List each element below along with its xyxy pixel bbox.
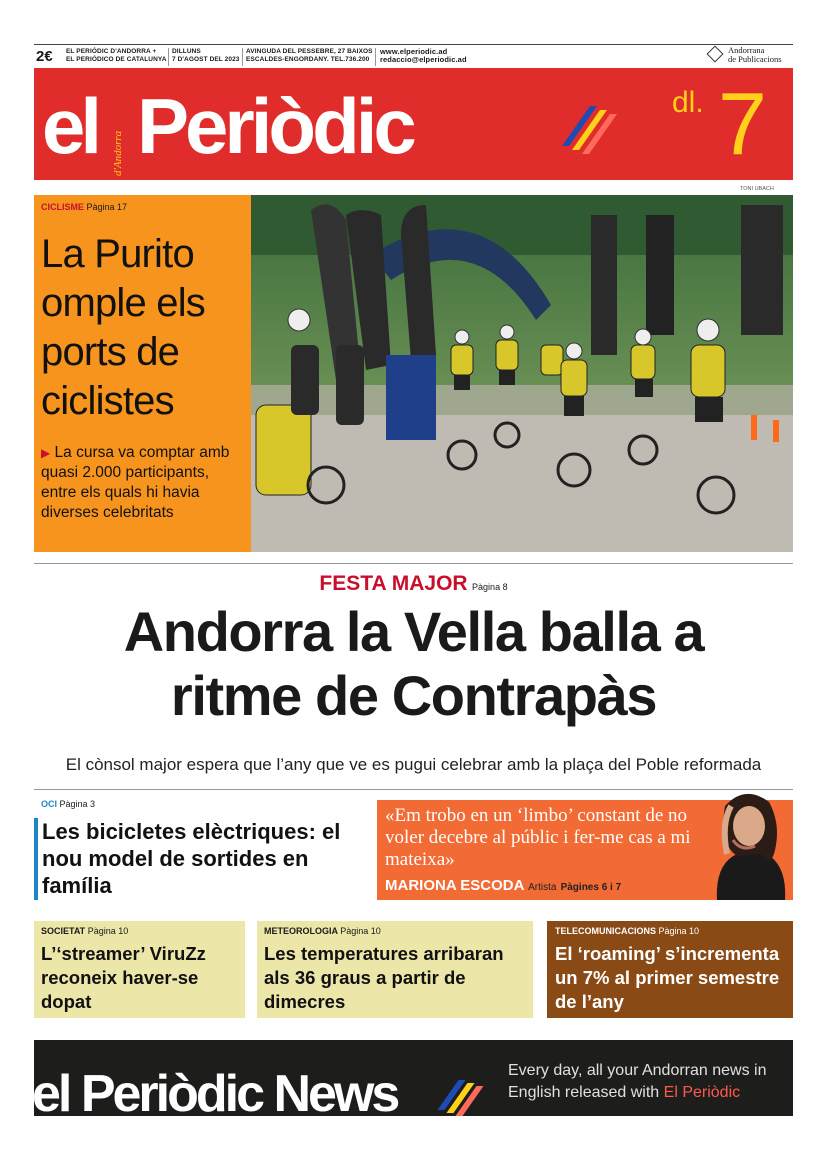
- telecomunicacions-page: Pàgina 10: [658, 926, 700, 936]
- oci-page: Pàgina 3: [59, 799, 96, 809]
- meteorologia-headline: Les temperatures arribaran als 36 graus a partir de dimecres: [264, 943, 504, 1012]
- societat-kicker: [41, 926, 128, 936]
- website-link[interactable]: www.elperiodic.ad: [380, 47, 448, 56]
- oci-kicker: [41, 799, 95, 809]
- edition-line-1: EL PERIÓDIC D'ANDORRA +: [66, 48, 157, 55]
- lead-section: CICLISME: [41, 202, 85, 212]
- cover-price: 2€: [36, 48, 53, 65]
- lead-photo-cyclists[interactable]: [251, 195, 793, 552]
- section-rule: [34, 789, 793, 790]
- quote-role: Artista: [528, 882, 557, 893]
- telecomunicacions-headline: El ‘roaming’ s’incrementa un 7% al primer semestre de l’any: [555, 943, 780, 1012]
- meteorologia-section: METEOROLOGIA: [264, 926, 338, 936]
- cyclists-illustration: [251, 195, 793, 552]
- photo-credit: TONI UBACH: [740, 186, 774, 192]
- logo-subtitle: d'Andorra: [112, 130, 124, 176]
- full-date: 7 D'AGOST DEL 2023: [172, 56, 240, 63]
- logo-el: el: [42, 82, 98, 170]
- news-flag-icon: [438, 1080, 488, 1120]
- societat-headline: L’‘streamer’ ViruZz reconeix haver-se dopat: [41, 943, 206, 1012]
- quote-attribution: [385, 877, 621, 894]
- quote-author: MARIONA ESCODA: [385, 877, 524, 894]
- portrait-illustration: [697, 784, 793, 900]
- main-headline-text: Andorra la Vella balla a ritme de Contrapàs: [123, 600, 704, 727]
- day-abbreviation: dl.: [672, 86, 704, 119]
- quote-pages: Pàgines 6 i 7: [560, 882, 622, 893]
- lead-headline[interactable]: La Purito omple els ports de ciclistes: [41, 232, 205, 423]
- festa-kicker: [0, 572, 827, 596]
- portrait-photo: [697, 784, 793, 900]
- quote-text: «Em trobo en un ‘limbo’ constant de no voler decebre al públic i fer-me cas a mi mateixa»: [385, 805, 691, 870]
- main-subheadline: El cònsol major espera que l’any que ve es pugui celebrar amb la plaça del Poble reformada: [65, 755, 762, 774]
- oci-section: OCI: [41, 799, 58, 809]
- publisher-line-1: Andorrana: [728, 45, 765, 55]
- divider: [242, 48, 243, 66]
- news-tagline: [508, 1060, 793, 1104]
- societat-section: SOCIETAT: [41, 926, 86, 936]
- edition-line-2: EL PERIÓDICO DE CATALUNYA: [66, 56, 167, 63]
- main-headline[interactable]: [0, 600, 827, 728]
- festa-section: FESTA MAJOR: [319, 572, 468, 595]
- web-info: [380, 48, 467, 64]
- weekday: DILLUNS: [172, 48, 201, 55]
- oci-accent-bar: [34, 818, 38, 900]
- telecomunicacions-kicker: [555, 926, 699, 936]
- lead-subtitle-text: La cursa va comptar amb quasi 2.000 participants, entre els quals hi havia diverses celebritats: [41, 444, 230, 521]
- news-logo: el Periòdic News: [32, 1065, 398, 1123]
- email-link[interactable]: redaccio@elperiodic.ad: [380, 55, 467, 64]
- publisher-name: [728, 46, 782, 64]
- lead-page: Pàgina 17: [86, 202, 128, 212]
- divider: [375, 48, 376, 66]
- address-info: [246, 48, 373, 64]
- address-line-1: AVINGUDA DEL PESSEBRE, 27 BAIXOS: [246, 48, 373, 55]
- bullet-triangle-icon: ▶: [41, 446, 51, 460]
- telecomunicacions-section: TELECOMUNICACIONS: [555, 926, 656, 936]
- lead-kicker: [41, 202, 127, 212]
- publisher-line-2: de Publicacions: [728, 54, 782, 64]
- oci-headline[interactable]: Les bicicletes elèctriques: el nou model de sortides en família: [42, 819, 341, 898]
- edition-info: [66, 48, 167, 64]
- date-info: [172, 48, 240, 64]
- societat-page: Pàgina 10: [87, 926, 129, 936]
- divider: [168, 48, 169, 66]
- day-number: 7: [718, 74, 767, 173]
- news-tagline-text: Every day, all your Andorran news in English released with: [508, 1062, 767, 1101]
- meteorologia-page: Pàgina 10: [340, 926, 381, 936]
- lead-subheadline: [41, 443, 241, 523]
- news-tagline-brand: El Periòdic: [663, 1084, 741, 1101]
- festa-page: Pàgina 8: [472, 582, 508, 592]
- address-line-2: ESCALDES-ENGORDANY. TEL.736.200: [246, 56, 370, 63]
- logo-main: Periòdic: [137, 82, 413, 170]
- meteorologia-kicker: [264, 926, 381, 936]
- section-rule: [34, 563, 793, 564]
- flag-stripes-icon: [540, 102, 610, 162]
